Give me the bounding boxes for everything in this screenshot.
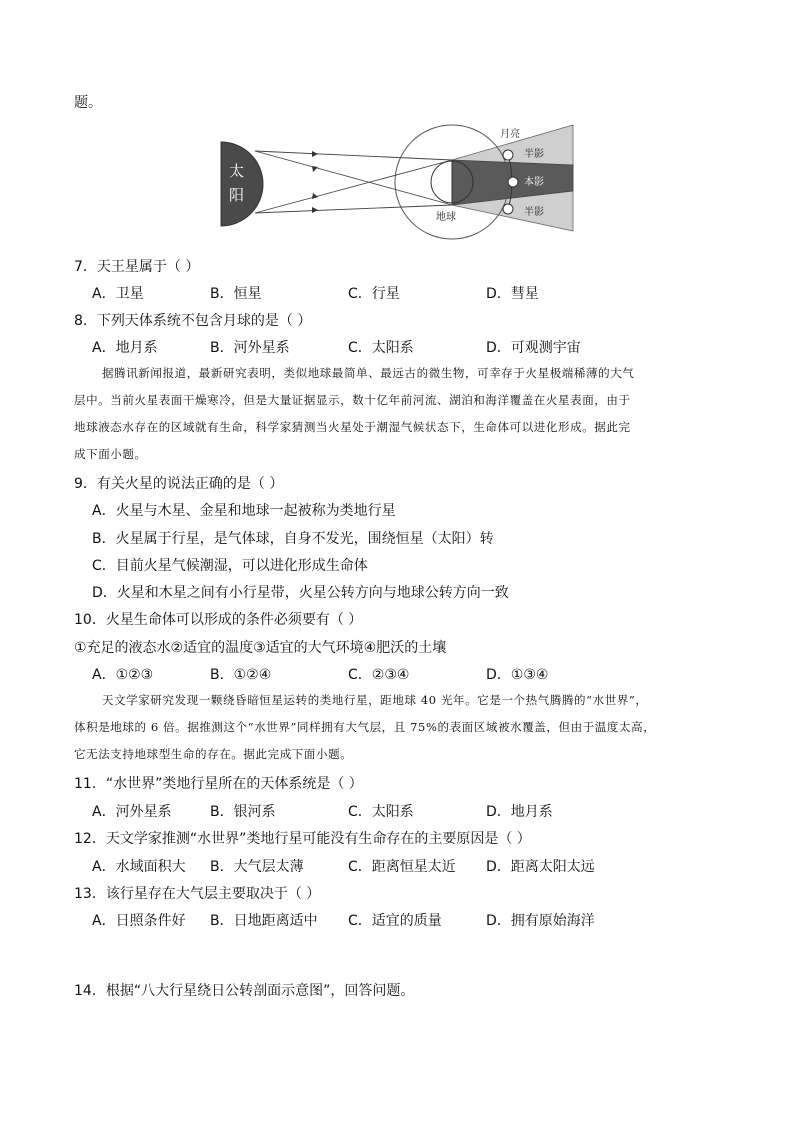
question-10-stem: 10．火星生命体可以形成的条件必须要有（ ） [74,612,363,628]
q13-option-d[interactable]: D．拥有原始海洋 [486,913,595,929]
reading-passage-1 [74,360,724,468]
question-13-stem: 13．该行星存在大气层主要取决于（ ） [74,886,321,902]
moon-umbra [508,177,518,187]
q10-option-b[interactable]: B．①②④ [210,667,272,683]
q11-option-b[interactable]: B．银河系 [210,804,276,820]
passage-1-line-2: 层中。当前火星表面干燥寒冷，但是大量证据显示，数十亿年前河流、湖泊和海洋覆盖在火星表面，由于 [74,393,631,407]
sun-shape [221,142,263,226]
passage-1-line-1: 据腾讯新闻报道，最新研究表明，类似地球最简单、最远古的微生物，可幸存于火星极端稀薄的大气 [102,366,635,380]
q12-option-a[interactable]: A．水域面积大 [92,859,186,875]
moon-label: 月亮 [500,129,520,140]
q10-option-d[interactable]: D．①③④ [486,667,549,683]
penumbra-label-top: 半影 [524,149,544,160]
q13-option-b[interactable]: B．日地距离适中 [210,913,318,929]
q7-option-c[interactable]: C．行星 [348,286,400,302]
moon-penumbra-bottom [503,204,513,214]
q11-option-d[interactable]: D．地月系 [486,804,553,820]
passage-2-line-2: 体积是地球的 6 倍。据推测这个“水世界”同样拥有大气层，且 75%的表面区域被水覆盖，但由于温度太高， [74,720,656,734]
prev-question-fragment: 题。 [74,95,102,111]
question-14-stem: 14．根据“八大行星绕日公转剖面示意图”，回答问题。 [74,983,415,999]
passage-2-line-3: 它无法支持地球型生命的存在。据此完成下面小题。 [74,747,353,761]
q10-option-c[interactable]: C．②③④ [348,667,410,683]
reading-passage-2 [74,687,724,768]
penumbra-label-bottom: 半影 [524,207,544,218]
question-12-stem: 12．天文学家推测“水世界”类地行星可能没有生命存在的主要原因是（ ） [74,831,531,847]
q9-option-d[interactable]: D．火星和木星之间有小行星带，火星公转方向与地球公转方向一致 [92,585,509,601]
sun-label-2: 阳 [229,186,245,204]
q12-option-b[interactable]: B．大气层太薄 [210,859,304,875]
q11-option-c[interactable]: C．太阳系 [348,804,414,820]
q8-option-d[interactable]: D．可观测宇宙 [486,340,581,356]
sun-label-1: 太 [229,162,245,180]
q7-option-b[interactable]: B．恒星 [210,286,262,302]
question-10-conditions: ①充足的液态水②适宜的温度③适宜的大气环境④肥沃的土壤 [74,640,447,656]
eclipse-diagram [215,118,580,248]
sun-rays [255,151,452,213]
q7-option-d[interactable]: D．彗星 [486,286,539,302]
q9-option-b[interactable]: B．火星属于行星，是气体球，自身不发光，围绕恒星（太阳）转 [92,531,494,547]
question-9-stem: 9．有关火星的说法正确的是（ ） [74,476,284,492]
q8-option-c[interactable]: C．太阳系 [348,340,414,356]
question-7-stem: 7．天王星属于（ ） [74,259,200,275]
q13-option-a[interactable]: A．日照条件好 [92,913,186,929]
passage-1-line-3: 地球液态水存在的区域就有生命，科学家猜测当火星处于潮湿气候状态下，生命体可以进化形成。据此完 [74,420,631,434]
q7-option-a[interactable]: A．卫星 [92,286,144,302]
umbra-label: 本影 [524,177,544,188]
moon-penumbra-top [503,150,513,160]
q8-option-b[interactable]: B．河外星系 [210,340,290,356]
q12-option-c[interactable]: C．距离恒星太近 [348,859,456,875]
q9-option-c[interactable]: C．目前火星气候潮湿，可以进化形成生命体 [92,558,368,574]
passage-2-line-1: 天文学家研究发现一颗绕昏暗恒星运转的类地行星，距地球 40 光年。它是一个热气腾腾的“水世界”， [102,693,648,707]
question-8-stem: 8．下列天体系统不包含月球的是（ ） [74,313,312,329]
earth-label: 地球 [436,212,456,223]
q9-option-a[interactable]: A．火星与木星、金星和地球一起被称为类地行星 [92,503,396,519]
q8-option-a[interactable]: A．地月系 [92,340,158,356]
q13-option-c[interactable]: C．适宜的质量 [348,913,442,929]
passage-1-line-4: 成下面小题。 [74,447,147,461]
q11-option-a[interactable]: A．河外星系 [92,804,172,820]
question-11-stem: 11．“水世界”类地行星所在的天体系统是（ ） [74,776,363,792]
q12-option-d[interactable]: D．距离太阳太远 [486,859,595,875]
q10-option-a[interactable]: A．①②③ [92,667,154,683]
